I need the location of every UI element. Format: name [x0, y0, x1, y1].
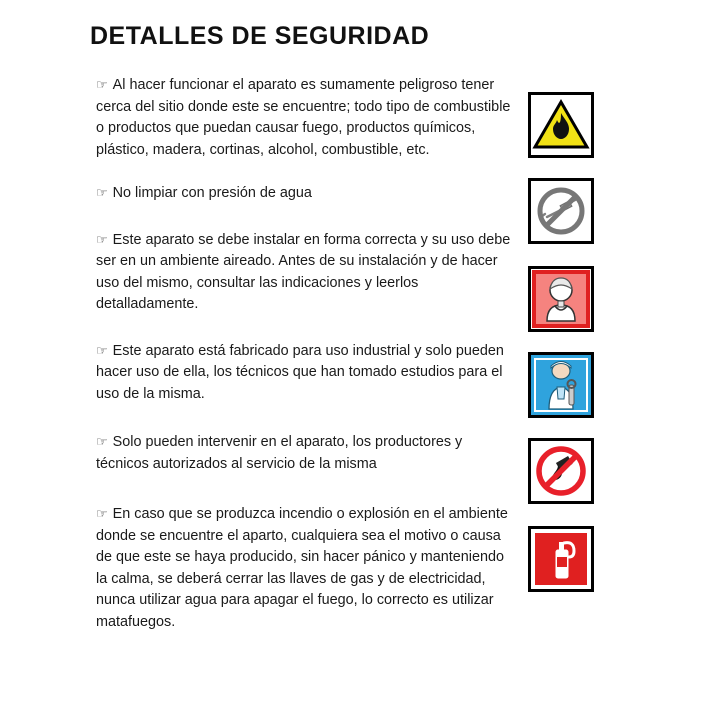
safety-paragraph-text: Este aparato está fabricado para uso industrial y solo pueden hacer uso de ella, los técnicos que han tomado estudios para el uso de la misma. [96, 342, 504, 402]
safety-paragraph-text: Solo pueden intervenir en el aparato, los productores y técnicos autorizados al servicio de la misma [96, 434, 463, 472]
list-item [96, 182, 511, 205]
read-instructions-icon [528, 266, 594, 332]
list-item [96, 229, 511, 316]
pointing-hand-icon: ☞ [96, 434, 108, 449]
pointing-hand-icon: ☞ [96, 185, 108, 200]
safety-paragraph [96, 74, 511, 161]
safety-paragraph-text: En caso que se produzca incendio o explosión en el ambiente donde se encuentre el aparto, cualquiera sea el motivo o causa de que este se haya producido, sin hacer pánico y manteniendo la calma, se deberá cerrar las llaves de gas y de electricidad, nunca utilizar agua para apagar el fuego, lo correcto es utilizar matafuegos. [96, 506, 508, 630]
pointing-hand-icon: ☞ [96, 231, 108, 247]
fire-extinguisher-icon [528, 526, 594, 592]
list-item [96, 431, 511, 475]
safety-paragraph [96, 503, 511, 633]
safety-paragraph-text: Al hacer funcionar el aparato es sumamente peligroso tener cerca del sitio donde este se encuentre; todo tipo de combustible o productos que puedan causar fuego, productos químicos, plástico, madera, cortinas, alcohol, combustible, etc. [96, 77, 511, 158]
pointing-hand-icon: ☞ [96, 77, 108, 92]
authorized-technician-icon [528, 352, 594, 418]
page-title: DETALLES DE SEGURIDAD [90, 22, 430, 50]
pointing-hand-icon: ☞ [96, 506, 108, 521]
safety-paragraph [96, 431, 511, 475]
safety-paragraph-text: No limpiar con presión de agua [112, 185, 312, 201]
list-item [96, 340, 511, 406]
no-pressure-water-cleaning-icon [528, 178, 594, 244]
list-item [96, 74, 511, 161]
no-open-flame-icon [528, 438, 594, 504]
safety-pictogram-column [528, 92, 614, 592]
safety-items-list [96, 74, 511, 654]
safety-paragraph [96, 340, 511, 406]
safety-paragraph [96, 229, 511, 316]
list-item [96, 503, 511, 633]
pointing-hand-icon: ☞ [96, 342, 108, 358]
flammable-warning-icon [528, 92, 594, 158]
safety-paragraph [96, 182, 511, 205]
safety-paragraph-text: Este aparato se debe instalar en forma correcta y su uso debe ser en un ambiente aireado. Antes de su instalación y de hacer uso del mismo, consultar las indicaciones y leerlos detalladamente. [96, 231, 511, 312]
